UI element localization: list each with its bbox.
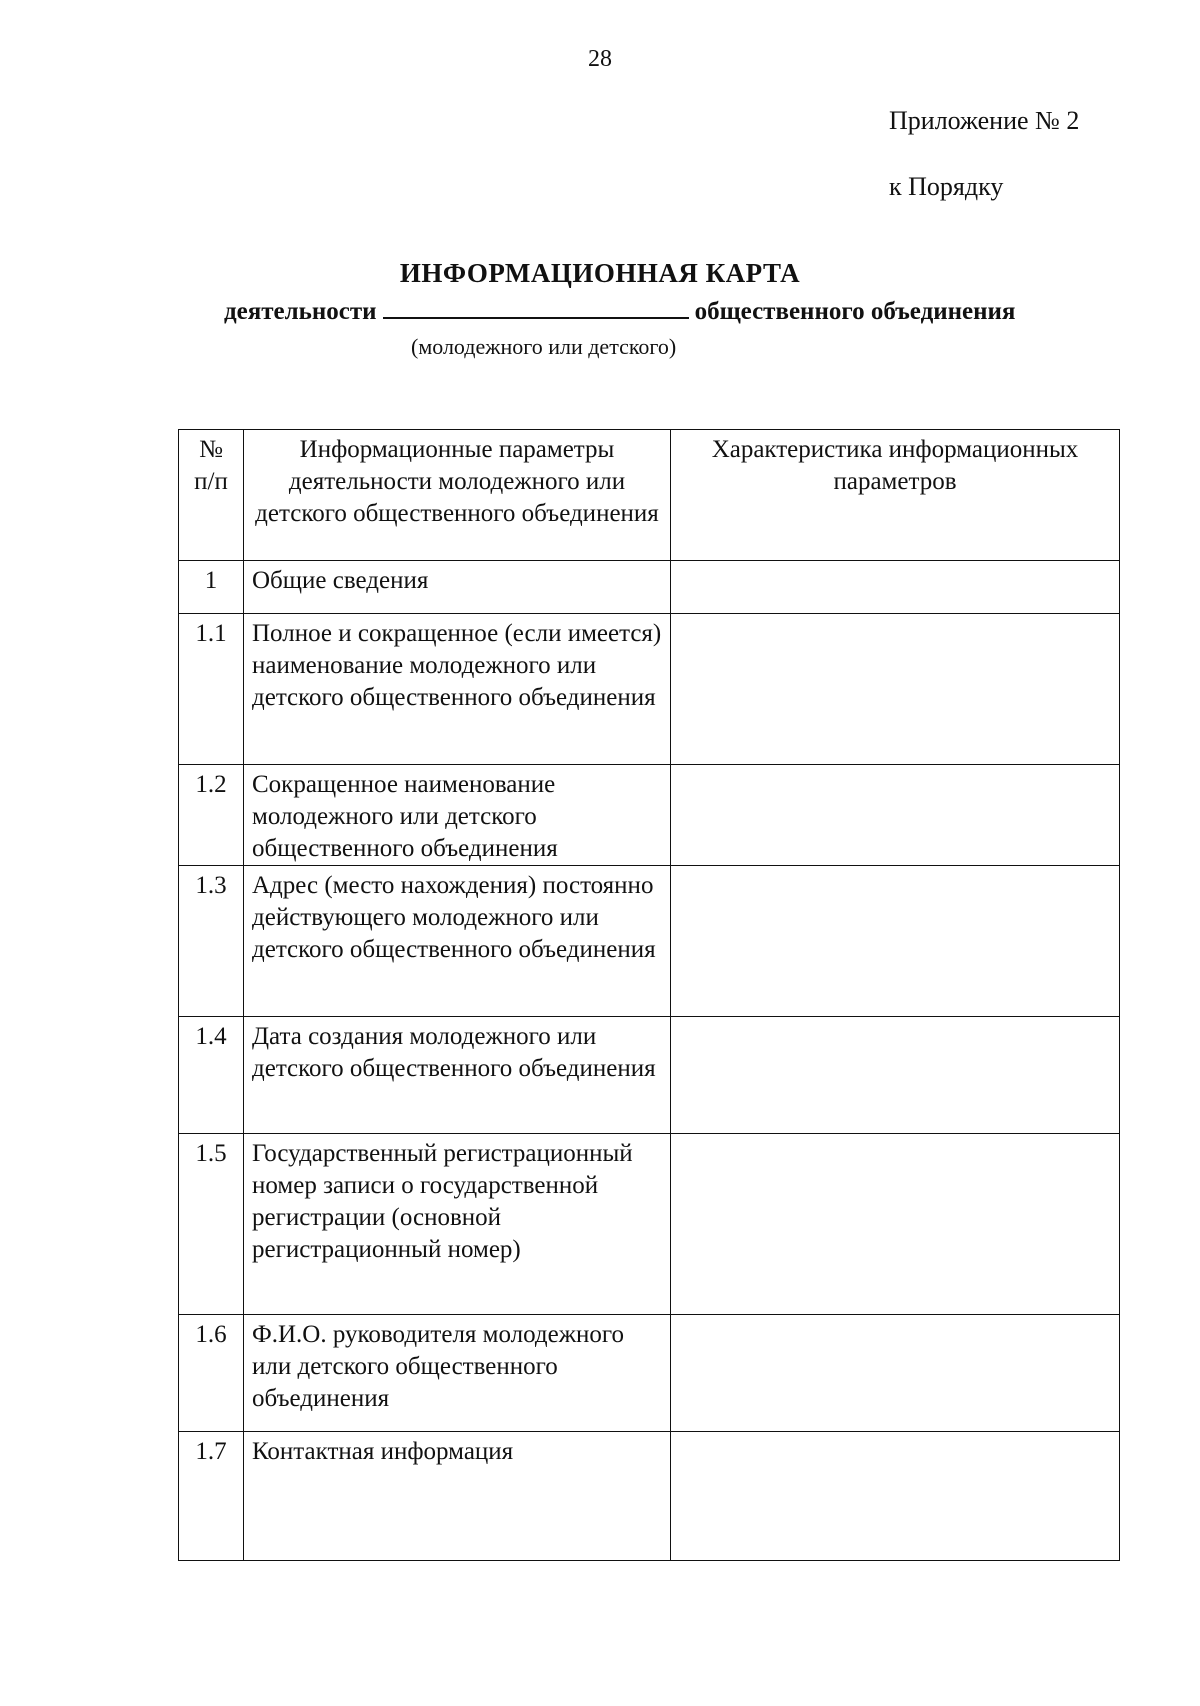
fill-in-blank-line	[383, 316, 689, 319]
row-number: 1	[179, 561, 244, 614]
header-number: № п/п	[179, 430, 244, 561]
row-parameter: Контактная информация	[244, 1432, 671, 1561]
table-header-row	[179, 430, 1120, 561]
information-card-table	[178, 429, 1120, 1561]
row-parameter: Государственный регистрационный номер записи о государственной регистрации (основной регистрационный номер)	[244, 1134, 671, 1315]
table-row	[179, 561, 1120, 614]
subtitle-suffix: общественного объединения	[694, 298, 1016, 325]
row-value-cell	[671, 1315, 1120, 1432]
row-value-cell	[671, 1017, 1120, 1134]
table-row	[179, 614, 1120, 765]
row-value-cell	[671, 1432, 1120, 1561]
row-value-cell	[671, 866, 1120, 1017]
row-parameter: Ф.И.О. руководителя молодежного или детского общественного объединения	[244, 1315, 671, 1432]
row-value-cell	[671, 561, 1120, 614]
document-subtitle	[224, 298, 1015, 326]
row-number: 1.5	[179, 1134, 244, 1315]
appendix-label: Приложение № 2	[889, 106, 1080, 135]
table-row	[179, 1315, 1120, 1432]
row-parameter: Полное и сокращенное (если имеется) наименование молодежного или детского общественного объединения	[244, 614, 671, 765]
table-row	[179, 866, 1120, 1017]
row-parameter: Общие сведения	[244, 561, 671, 614]
row-parameter: Адрес (место нахождения) постоянно действующего молодежного или детского общественного объединения	[244, 866, 671, 1017]
table-row	[179, 1432, 1120, 1561]
header-characteristics: Характеристика информационных параметров	[671, 430, 1120, 561]
table-row	[179, 1134, 1120, 1315]
table-row	[179, 1017, 1120, 1134]
row-number: 1.2	[179, 765, 244, 866]
row-parameter: Дата создания молодежного или детского общественного объединения	[244, 1017, 671, 1134]
header-parameters: Информационные параметры деятельности молодежного или детского общественного объединения	[244, 430, 671, 561]
row-value-cell	[671, 765, 1120, 866]
row-number: 1.1	[179, 614, 244, 765]
row-parameter: Сокращенное наименование молодежного или детского общественного объединения	[244, 765, 671, 866]
table-row	[179, 765, 1120, 866]
row-value-cell	[671, 614, 1120, 765]
appendix-reference: к Порядку	[889, 172, 1004, 201]
subtitle-note: (молодежного или детского)	[411, 334, 677, 359]
row-number: 1.4	[179, 1017, 244, 1134]
row-number: 1.3	[179, 866, 244, 1017]
subtitle-prefix: деятельности	[224, 298, 377, 325]
page-number: 28	[588, 46, 612, 72]
document-title: ИНФОРМАЦИОННАЯ КАРТА	[399, 258, 801, 288]
row-number: 1.7	[179, 1432, 244, 1561]
row-value-cell	[671, 1134, 1120, 1315]
row-number: 1.6	[179, 1315, 244, 1432]
